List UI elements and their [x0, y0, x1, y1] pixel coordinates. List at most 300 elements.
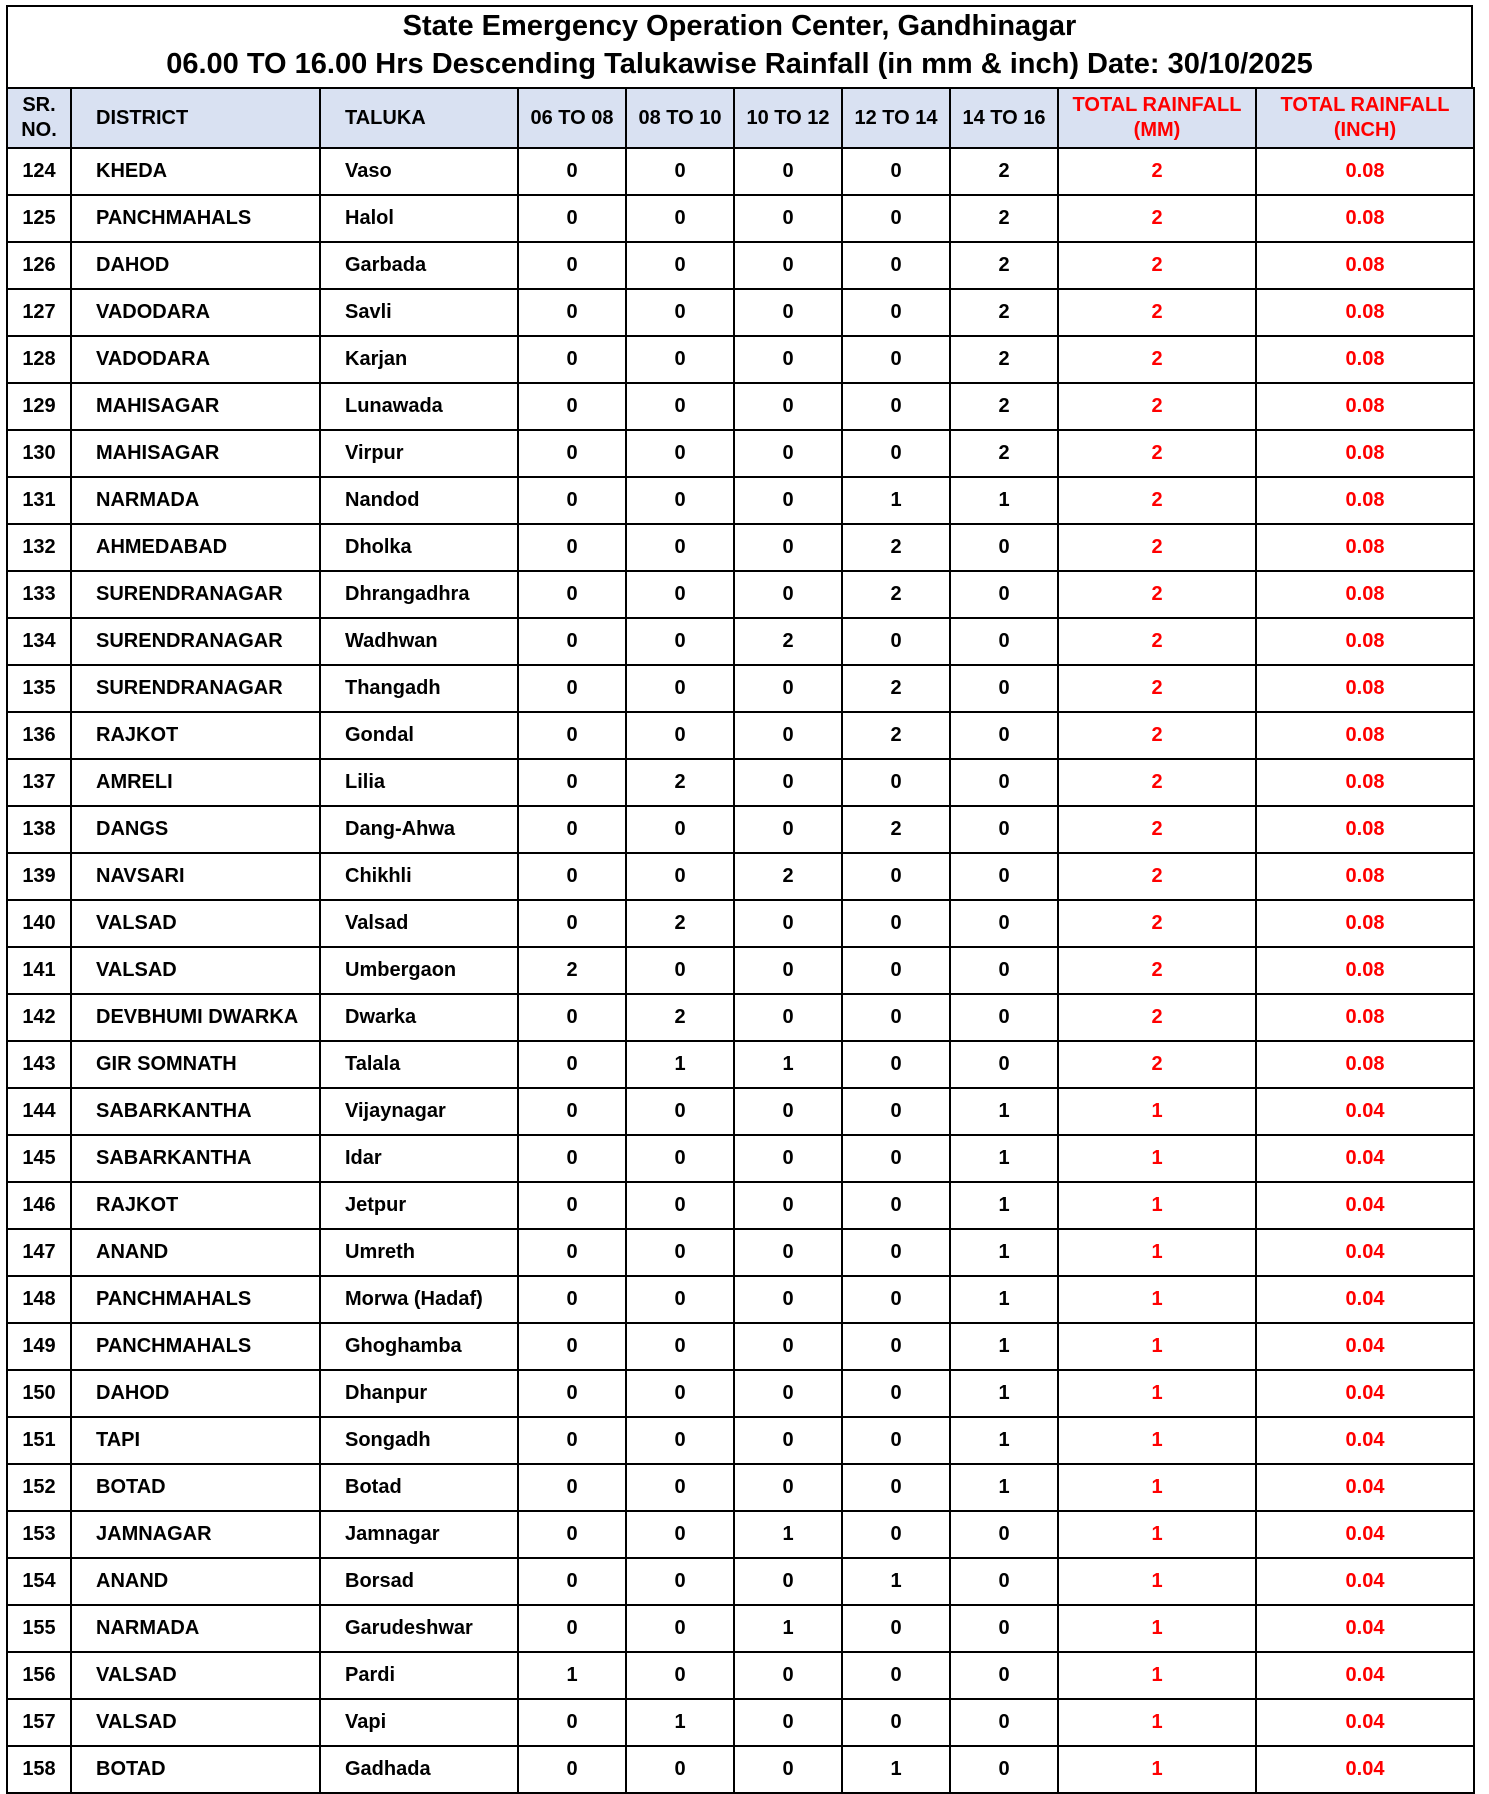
slot-10-12-cell: 0: [734, 1558, 842, 1605]
total-mm-cell: 1: [1058, 1229, 1256, 1276]
sr-no-cell: 130: [7, 430, 71, 477]
slot-12-14-cell: 2: [842, 524, 950, 571]
slot-10-12-cell: 0: [734, 1652, 842, 1699]
slot-06-08-cell: 1: [518, 1652, 626, 1699]
sr-no-cell: 151: [7, 1417, 71, 1464]
sr-no-cell: 157: [7, 1699, 71, 1746]
slot-10-12-cell: 2: [734, 853, 842, 900]
taluka-cell: Ghoghamba: [320, 1323, 518, 1370]
slot-06-08-cell: 0: [518, 1558, 626, 1605]
slot-08-10-cell: 0: [626, 1746, 734, 1793]
slot-14-16-cell: 0: [950, 994, 1058, 1041]
total-inch-cell: 0.04: [1256, 1417, 1474, 1464]
rainfall-report: [6, 5, 1473, 1794]
total-mm-cell: 1: [1058, 1370, 1256, 1417]
slot-10-12-cell: 0: [734, 289, 842, 336]
total-inch-cell: 0.08: [1256, 524, 1474, 571]
slot-12-14-cell: 0: [842, 336, 950, 383]
slot-08-10-cell: 0: [626, 1182, 734, 1229]
total-inch-cell: 0.04: [1256, 1370, 1474, 1417]
total-inch-cell: 0.04: [1256, 1229, 1474, 1276]
district-cell: JAMNAGAR: [71, 1511, 320, 1558]
total-mm-cell: 2: [1058, 571, 1256, 618]
slot-08-10-cell: 0: [626, 1276, 734, 1323]
slot-12-14-cell: 0: [842, 618, 950, 665]
slot-12-14-cell: 0: [842, 1417, 950, 1464]
slot-10-12-cell: 0: [734, 1699, 842, 1746]
taluka-cell: Dhanpur: [320, 1370, 518, 1417]
slot-12-14-cell: 0: [842, 1511, 950, 1558]
slot-08-10-cell: 0: [626, 571, 734, 618]
slot-12-14-cell: 0: [842, 853, 950, 900]
slot-12-14-cell: 0: [842, 1135, 950, 1182]
taluka-cell: Wadhwan: [320, 618, 518, 665]
table-row: [7, 524, 1474, 571]
total-mm-cell: 1: [1058, 1417, 1256, 1464]
total-mm-cell: 2: [1058, 242, 1256, 289]
slot-10-12-cell: 0: [734, 806, 842, 853]
slot-14-16-cell: 1: [950, 1464, 1058, 1511]
total-inch-cell: 0.04: [1256, 1276, 1474, 1323]
total-inch-cell: 0.04: [1256, 1182, 1474, 1229]
total-inch-cell: 0.08: [1256, 571, 1474, 618]
slot-14-16-cell: 0: [950, 947, 1058, 994]
total-inch-cell: 0.08: [1256, 759, 1474, 806]
total-inch-cell: 0.08: [1256, 383, 1474, 430]
sr-no-cell: 142: [7, 994, 71, 1041]
district-cell: KHEDA: [71, 148, 320, 195]
total-mm-cell: 2: [1058, 806, 1256, 853]
sr-no-cell: 134: [7, 618, 71, 665]
slot-06-08-cell: 0: [518, 289, 626, 336]
slot-12-14-cell: 2: [842, 571, 950, 618]
slot-12-14-cell: 0: [842, 383, 950, 430]
slot-06-08-cell: 0: [518, 1182, 626, 1229]
sr-no-cell: 133: [7, 571, 71, 618]
slot-12-14-cell: 0: [842, 195, 950, 242]
slot-14-16-cell: 0: [950, 900, 1058, 947]
district-cell: BOTAD: [71, 1464, 320, 1511]
slot-06-08-cell: 0: [518, 477, 626, 524]
total-inch-cell: 0.04: [1256, 1652, 1474, 1699]
slot-10-12-cell: 0: [734, 148, 842, 195]
slot-08-10-cell: 2: [626, 900, 734, 947]
sr-no-cell: 149: [7, 1323, 71, 1370]
slot-08-10-cell: 0: [626, 1605, 734, 1652]
total-mm-cell: 2: [1058, 665, 1256, 712]
slot-08-10-cell: 0: [626, 242, 734, 289]
table-row: [7, 1370, 1474, 1417]
slot-08-10-cell: 0: [626, 947, 734, 994]
district-cell: MAHISAGAR: [71, 383, 320, 430]
slot-06-08-cell: 0: [518, 383, 626, 430]
total-inch-cell: 0.08: [1256, 853, 1474, 900]
district-cell: BOTAD: [71, 1746, 320, 1793]
slot-08-10-cell: 0: [626, 477, 734, 524]
slot-12-14-cell: 2: [842, 806, 950, 853]
slot-06-08-cell: 0: [518, 806, 626, 853]
district-cell: VADODARA: [71, 289, 320, 336]
slot-10-12-cell: 0: [734, 430, 842, 477]
total-mm-cell: 1: [1058, 1276, 1256, 1323]
slot-08-10-cell: 0: [626, 1135, 734, 1182]
slot-08-10-cell: 1: [626, 1041, 734, 1088]
total-mm-cell: 2: [1058, 148, 1256, 195]
sr-no-cell: 143: [7, 1041, 71, 1088]
slot-06-08-cell: 0: [518, 148, 626, 195]
district-cell: ANAND: [71, 1558, 320, 1605]
slot-14-16-cell: 2: [950, 289, 1058, 336]
taluka-cell: Umbergaon: [320, 947, 518, 994]
total-mm-cell: 2: [1058, 994, 1256, 1041]
total-inch-cell: 0.04: [1256, 1699, 1474, 1746]
slot-14-16-cell: 0: [950, 712, 1058, 759]
slot-06-08-cell: 0: [518, 1699, 626, 1746]
slot-08-10-cell: 0: [626, 383, 734, 430]
taluka-cell: Vaso: [320, 148, 518, 195]
taluka-cell: Talala: [320, 1041, 518, 1088]
slot-14-16-cell: 1: [950, 1417, 1058, 1464]
slot-08-10-cell: 0: [626, 430, 734, 477]
slot-08-10-cell: 2: [626, 994, 734, 1041]
slot-14-16-cell: 0: [950, 618, 1058, 665]
slot-12-14-cell: 0: [842, 1370, 950, 1417]
district-cell: NAVSARI: [71, 853, 320, 900]
total-mm-cell: 1: [1058, 1464, 1256, 1511]
sr-no-cell: 145: [7, 1135, 71, 1182]
total-mm-line1: TOTAL RAINFALL: [1072, 94, 1242, 116]
slot-14-16-cell: 2: [950, 148, 1058, 195]
col-header-district: DISTRICT: [71, 88, 320, 148]
table-row: [7, 1699, 1474, 1746]
table-row: [7, 1276, 1474, 1323]
slot-12-14-cell: 0: [842, 430, 950, 477]
slot-14-16-cell: 1: [950, 1088, 1058, 1135]
district-cell: RAJKOT: [71, 1182, 320, 1229]
table-row: [7, 336, 1474, 383]
slot-06-08-cell: 0: [518, 1605, 626, 1652]
taluka-cell: Songadh: [320, 1417, 518, 1464]
slot-12-14-cell: 0: [842, 1182, 950, 1229]
slot-12-14-cell: 1: [842, 1746, 950, 1793]
slot-10-12-cell: 0: [734, 571, 842, 618]
sr-no-cell: 150: [7, 1370, 71, 1417]
col-header-total-inch: [1256, 88, 1474, 148]
district-cell: PANCHMAHALS: [71, 1323, 320, 1370]
total-mm-cell: 2: [1058, 618, 1256, 665]
district-cell: VALSAD: [71, 1699, 320, 1746]
total-mm-cell: 2: [1058, 383, 1256, 430]
slot-12-14-cell: 0: [842, 1652, 950, 1699]
table-body: [7, 148, 1474, 1793]
total-mm-cell: 1: [1058, 1088, 1256, 1135]
total-inch-cell: 0.04: [1256, 1746, 1474, 1793]
sr-no-cell: 154: [7, 1558, 71, 1605]
col-header-10-12: 10 TO 12: [734, 88, 842, 148]
slot-14-16-cell: 0: [950, 524, 1058, 571]
slot-14-16-cell: 1: [950, 1135, 1058, 1182]
total-mm-cell: 1: [1058, 1182, 1256, 1229]
sr-no-cell: 140: [7, 900, 71, 947]
col-header-14-16: 14 TO 16: [950, 88, 1058, 148]
taluka-cell: Vijaynagar: [320, 1088, 518, 1135]
taluka-cell: Lilia: [320, 759, 518, 806]
total-mm-cell: 2: [1058, 947, 1256, 994]
slot-12-14-cell: 1: [842, 477, 950, 524]
taluka-cell: Pardi: [320, 1652, 518, 1699]
slot-12-14-cell: 1: [842, 1558, 950, 1605]
slot-08-10-cell: 0: [626, 1652, 734, 1699]
total-mm-cell: 2: [1058, 1041, 1256, 1088]
district-cell: AMRELI: [71, 759, 320, 806]
table-row: [7, 853, 1474, 900]
sr-no-cell: 135: [7, 665, 71, 712]
slot-10-12-cell: 0: [734, 1417, 842, 1464]
taluka-cell: Dwarka: [320, 994, 518, 1041]
slot-08-10-cell: 0: [626, 1511, 734, 1558]
total-mm-cell: 1: [1058, 1323, 1256, 1370]
slot-06-08-cell: 0: [518, 900, 626, 947]
slot-08-10-cell: 0: [626, 1088, 734, 1135]
district-cell: VALSAD: [71, 900, 320, 947]
slot-10-12-cell: 0: [734, 1370, 842, 1417]
slot-12-14-cell: 0: [842, 1699, 950, 1746]
taluka-cell: Jetpur: [320, 1182, 518, 1229]
sr-no-cell: 155: [7, 1605, 71, 1652]
table-row: [7, 430, 1474, 477]
slot-10-12-cell: 1: [734, 1041, 842, 1088]
table-row: [7, 1746, 1474, 1793]
slot-12-14-cell: 0: [842, 1605, 950, 1652]
slot-06-08-cell: 0: [518, 1370, 626, 1417]
total-mm-cell: 2: [1058, 759, 1256, 806]
slot-10-12-cell: 0: [734, 336, 842, 383]
slot-12-14-cell: 0: [842, 242, 950, 289]
sr-no-cell: 139: [7, 853, 71, 900]
total-inch-cell: 0.08: [1256, 195, 1474, 242]
district-cell: GIR SOMNATH: [71, 1041, 320, 1088]
table-row: [7, 665, 1474, 712]
district-cell: ANAND: [71, 1229, 320, 1276]
total-inch-cell: 0.08: [1256, 148, 1474, 195]
col-header-sr-no: [7, 88, 71, 148]
sr-no-cell: 144: [7, 1088, 71, 1135]
total-mm-cell: 2: [1058, 524, 1256, 571]
table-row: [7, 947, 1474, 994]
taluka-cell: Karjan: [320, 336, 518, 383]
total-inch-cell: 0.08: [1256, 618, 1474, 665]
taluka-cell: Gadhada: [320, 1746, 518, 1793]
total-inch-cell: 0.08: [1256, 336, 1474, 383]
table-row: [7, 195, 1474, 242]
slot-06-08-cell: 0: [518, 336, 626, 383]
table-row: [7, 477, 1474, 524]
slot-08-10-cell: 1: [626, 1699, 734, 1746]
slot-06-08-cell: 0: [518, 994, 626, 1041]
slot-10-12-cell: 0: [734, 242, 842, 289]
slot-12-14-cell: 0: [842, 1041, 950, 1088]
total-inch-cell: 0.04: [1256, 1605, 1474, 1652]
taluka-cell: Halol: [320, 195, 518, 242]
slot-06-08-cell: 0: [518, 195, 626, 242]
total-inch-cell: 0.08: [1256, 665, 1474, 712]
district-cell: MAHISAGAR: [71, 430, 320, 477]
taluka-cell: Lunawada: [320, 383, 518, 430]
slot-10-12-cell: 0: [734, 1182, 842, 1229]
report-subtitle: 06.00 TO 16.00 Hrs Descending Talukawise Rainfall (in mm & inch) Date: 30/10/2025: [166, 48, 1313, 80]
taluka-cell: Borsad: [320, 1558, 518, 1605]
slot-06-08-cell: 0: [518, 1276, 626, 1323]
total-mm-line2: (MM): [1133, 119, 1181, 141]
slot-10-12-cell: 0: [734, 994, 842, 1041]
slot-10-12-cell: 0: [734, 195, 842, 242]
total-inch-cell: 0.08: [1256, 994, 1474, 1041]
table-row: [7, 1135, 1474, 1182]
slot-10-12-cell: 0: [734, 1464, 842, 1511]
sr-line1: SR.: [22, 94, 56, 116]
slot-12-14-cell: 0: [842, 900, 950, 947]
slot-14-16-cell: 1: [950, 1276, 1058, 1323]
slot-06-08-cell: 0: [518, 1464, 626, 1511]
taluka-cell: Chikhli: [320, 853, 518, 900]
total-inch-cell: 0.08: [1256, 1041, 1474, 1088]
table-row: [7, 1041, 1474, 1088]
sr-line2: NO.: [21, 119, 57, 141]
total-inch-cell: 0.08: [1256, 712, 1474, 759]
slot-14-16-cell: 0: [950, 1699, 1058, 1746]
district-cell: SABARKANTHA: [71, 1088, 320, 1135]
total-mm-cell: 1: [1058, 1135, 1256, 1182]
slot-06-08-cell: 0: [518, 1323, 626, 1370]
sr-no-cell: 136: [7, 712, 71, 759]
district-cell: DANGS: [71, 806, 320, 853]
slot-06-08-cell: 0: [518, 1229, 626, 1276]
slot-06-08-cell: 0: [518, 571, 626, 618]
slot-12-14-cell: 0: [842, 148, 950, 195]
total-inch-cell: 0.04: [1256, 1464, 1474, 1511]
slot-10-12-cell: 0: [734, 665, 842, 712]
slot-10-12-cell: 0: [734, 712, 842, 759]
sr-no-cell: 146: [7, 1182, 71, 1229]
total-inch-cell: 0.08: [1256, 947, 1474, 994]
slot-08-10-cell: 0: [626, 853, 734, 900]
district-cell: PANCHMAHALS: [71, 1276, 320, 1323]
slot-08-10-cell: 0: [626, 712, 734, 759]
total-mm-cell: 1: [1058, 1558, 1256, 1605]
slot-06-08-cell: 0: [518, 712, 626, 759]
table-row: [7, 1229, 1474, 1276]
district-cell: TAPI: [71, 1417, 320, 1464]
slot-14-16-cell: 0: [950, 1511, 1058, 1558]
sr-no-cell: 126: [7, 242, 71, 289]
slot-10-12-cell: 0: [734, 1088, 842, 1135]
district-cell: SURENDRANAGAR: [71, 571, 320, 618]
slot-08-10-cell: 0: [626, 524, 734, 571]
report-title-block: [6, 5, 1473, 87]
slot-12-14-cell: 0: [842, 1323, 950, 1370]
taluka-cell: Botad: [320, 1464, 518, 1511]
slot-12-14-cell: 0: [842, 947, 950, 994]
total-inch-cell: 0.04: [1256, 1323, 1474, 1370]
sr-no-cell: 138: [7, 806, 71, 853]
taluka-cell: Dhrangadhra: [320, 571, 518, 618]
sr-no-cell: 152: [7, 1464, 71, 1511]
slot-06-08-cell: 0: [518, 242, 626, 289]
table-row: [7, 618, 1474, 665]
slot-14-16-cell: 1: [950, 1182, 1058, 1229]
slot-10-12-cell: 0: [734, 1323, 842, 1370]
slot-08-10-cell: 0: [626, 1464, 734, 1511]
slot-10-12-cell: 0: [734, 524, 842, 571]
total-inch-cell: 0.08: [1256, 242, 1474, 289]
taluka-cell: Dholka: [320, 524, 518, 571]
slot-14-16-cell: 0: [950, 1041, 1058, 1088]
sr-no-cell: 153: [7, 1511, 71, 1558]
sr-no-cell: 137: [7, 759, 71, 806]
slot-14-16-cell: 1: [950, 1370, 1058, 1417]
slot-14-16-cell: 2: [950, 430, 1058, 477]
slot-08-10-cell: 0: [626, 148, 734, 195]
district-cell: VADODARA: [71, 336, 320, 383]
table-row: [7, 1323, 1474, 1370]
total-inch-line1: TOTAL RAINFALL: [1280, 94, 1450, 116]
total-mm-cell: 1: [1058, 1511, 1256, 1558]
slot-06-08-cell: 0: [518, 1511, 626, 1558]
sr-no-cell: 148: [7, 1276, 71, 1323]
total-mm-cell: 2: [1058, 477, 1256, 524]
total-mm-cell: 2: [1058, 195, 1256, 242]
sr-no-cell: 131: [7, 477, 71, 524]
table-row: [7, 1464, 1474, 1511]
slot-12-14-cell: 0: [842, 759, 950, 806]
slot-06-08-cell: 0: [518, 759, 626, 806]
taluka-cell: Valsad: [320, 900, 518, 947]
slot-10-12-cell: 1: [734, 1511, 842, 1558]
district-cell: VALSAD: [71, 1652, 320, 1699]
sr-no-cell: 127: [7, 289, 71, 336]
sr-no-cell: 124: [7, 148, 71, 195]
slot-14-16-cell: 0: [950, 571, 1058, 618]
sr-no-cell: 132: [7, 524, 71, 571]
table-row: [7, 1605, 1474, 1652]
header-row: [7, 88, 1474, 148]
slot-08-10-cell: 2: [626, 759, 734, 806]
district-cell: SABARKANTHA: [71, 1135, 320, 1182]
slot-12-14-cell: 0: [842, 1229, 950, 1276]
slot-12-14-cell: 0: [842, 1088, 950, 1135]
slot-10-12-cell: 0: [734, 1135, 842, 1182]
total-inch-cell: 0.08: [1256, 806, 1474, 853]
slot-10-12-cell: 0: [734, 759, 842, 806]
total-mm-cell: 1: [1058, 1605, 1256, 1652]
district-cell: DEVBHUMI DWARKA: [71, 994, 320, 1041]
slot-06-08-cell: 0: [518, 524, 626, 571]
table-row: [7, 1511, 1474, 1558]
district-cell: SURENDRANAGAR: [71, 665, 320, 712]
col-header-08-10: 08 TO 10: [626, 88, 734, 148]
slot-10-12-cell: 0: [734, 477, 842, 524]
slot-08-10-cell: 0: [626, 336, 734, 383]
district-cell: DAHOD: [71, 242, 320, 289]
table-row: [7, 242, 1474, 289]
slot-06-08-cell: 0: [518, 1746, 626, 1793]
slot-14-16-cell: 2: [950, 336, 1058, 383]
slot-08-10-cell: 0: [626, 806, 734, 853]
slot-06-08-cell: 0: [518, 430, 626, 477]
sr-no-cell: 147: [7, 1229, 71, 1276]
slot-12-14-cell: 0: [842, 289, 950, 336]
slot-10-12-cell: 0: [734, 383, 842, 430]
